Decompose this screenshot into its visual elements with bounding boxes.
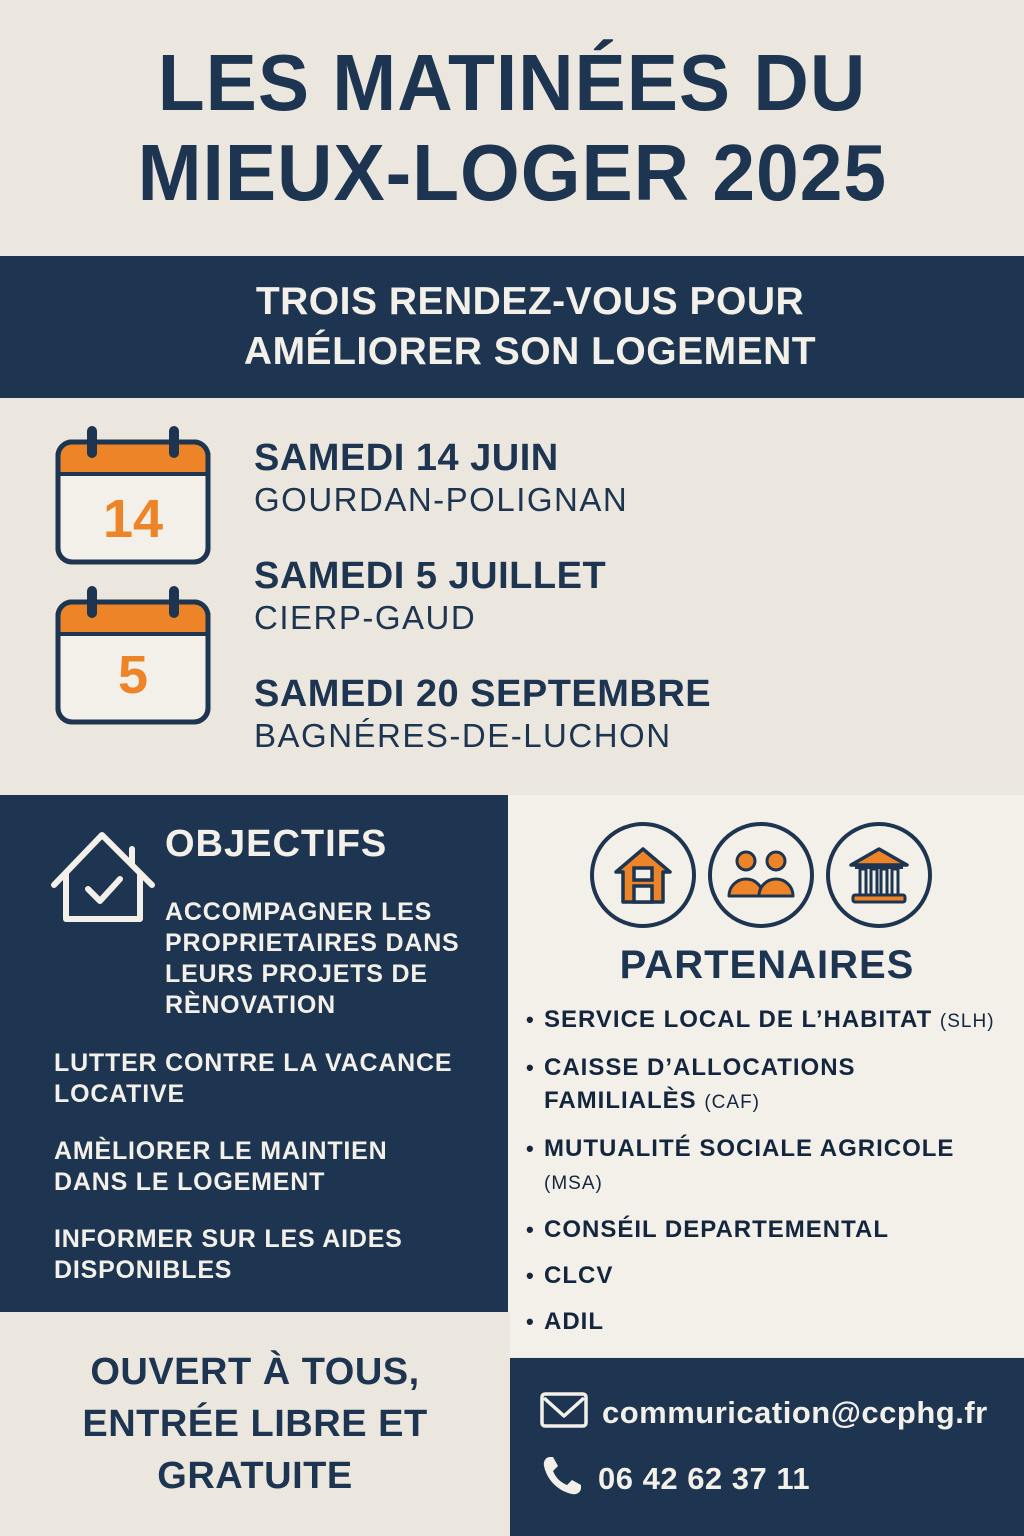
subtitle-banner [0,256,1024,398]
contact-panel [510,1358,1024,1536]
email-link[interactable]: commurication@ccphg.fr [602,1394,988,1430]
house-check-icon [50,825,156,930]
partner-item: • MUTUALITÉ SOCIALE AGRICOLE (MSA) [526,1135,955,1194]
partner-item: • SERVICE LOCAL DE L’HABITAT (SLH) [526,1006,995,1033]
event-date: SAMEDI 14 JUIN [254,437,559,479]
event-date: SAMEDI 5 JUILLET [254,555,607,597]
calendar-day-number: 14 [102,489,164,549]
partners-panel [510,795,1024,1357]
objective-item: AMÈLIORER LE MAINTIEN DANS LE LOGEMENT [54,1137,388,1196]
partner-item: • CLCV [526,1262,614,1289]
open-notice-line: OUVERT À TOUS, [90,1351,420,1393]
objective-item: ACCOMPAGNER LES PROPRIETAIRES DANS LEURS PROJETS DE RÈNOVATION [165,898,460,1019]
phone-contact[interactable] [540,1454,810,1503]
event-location: GOURDAN-POLIGNAN [254,481,629,518]
envelope-icon [540,1392,588,1433]
partner-item: • CONSÉIL DEPARTEMENTAL [526,1216,890,1243]
partner-item: • CAISSE D’ALLOCATIONS FAMILIALÈS (CAF) [526,1054,856,1114]
objectives-panel [0,795,510,1312]
event-location: BAGNÉRES-DE-LUCHON [254,717,672,754]
calendar-day-number: 5 [117,645,149,705]
poster-title [0,0,1024,256]
event-item [254,554,606,638]
title-line-2: MIEUX-LOGER 2025 [137,128,887,217]
phone-icon [540,1454,584,1503]
partners-list [526,1003,1016,1351]
calendar-icon [55,584,211,726]
subtitle-line-1: TROIS RENDEZ-VOUS POUR [255,280,805,323]
event-date: SAMEDI 20 SEPTEMBRE [254,673,712,715]
open-notice-line: GRATUITE [157,1455,353,1497]
title-line-1: LES MATINÉES DU [157,38,867,127]
partners-heading: PARTENAIRES [619,943,915,987]
people-icon [708,822,814,928]
calendar-icon [55,424,211,566]
objective-item: LUTTER CONTRE LA VACANCE LOCATIVE [54,1049,453,1108]
house-icon [590,822,696,928]
event-item [254,672,711,756]
open-to-all-notice [0,1312,510,1536]
event-item [254,436,628,520]
objectives-heading: OBJECTIFS [165,823,388,865]
partner-item: • ADIL [526,1308,604,1335]
event-location: CIERP-GAUD [254,599,477,636]
objective-item: INFORMER SUR LES AIDES DISPONIBLES [54,1225,403,1284]
dates-section [0,398,1024,794]
subtitle-line-2: AMÉLIORER SON LOGEMENT [243,330,817,373]
institution-icon [826,822,932,928]
open-notice-line: ENTRÉE LIBRE ET [82,1403,428,1445]
phone-number[interactable]: 06 42 62 37 11 [598,1460,811,1496]
email-contact[interactable] [540,1392,988,1433]
